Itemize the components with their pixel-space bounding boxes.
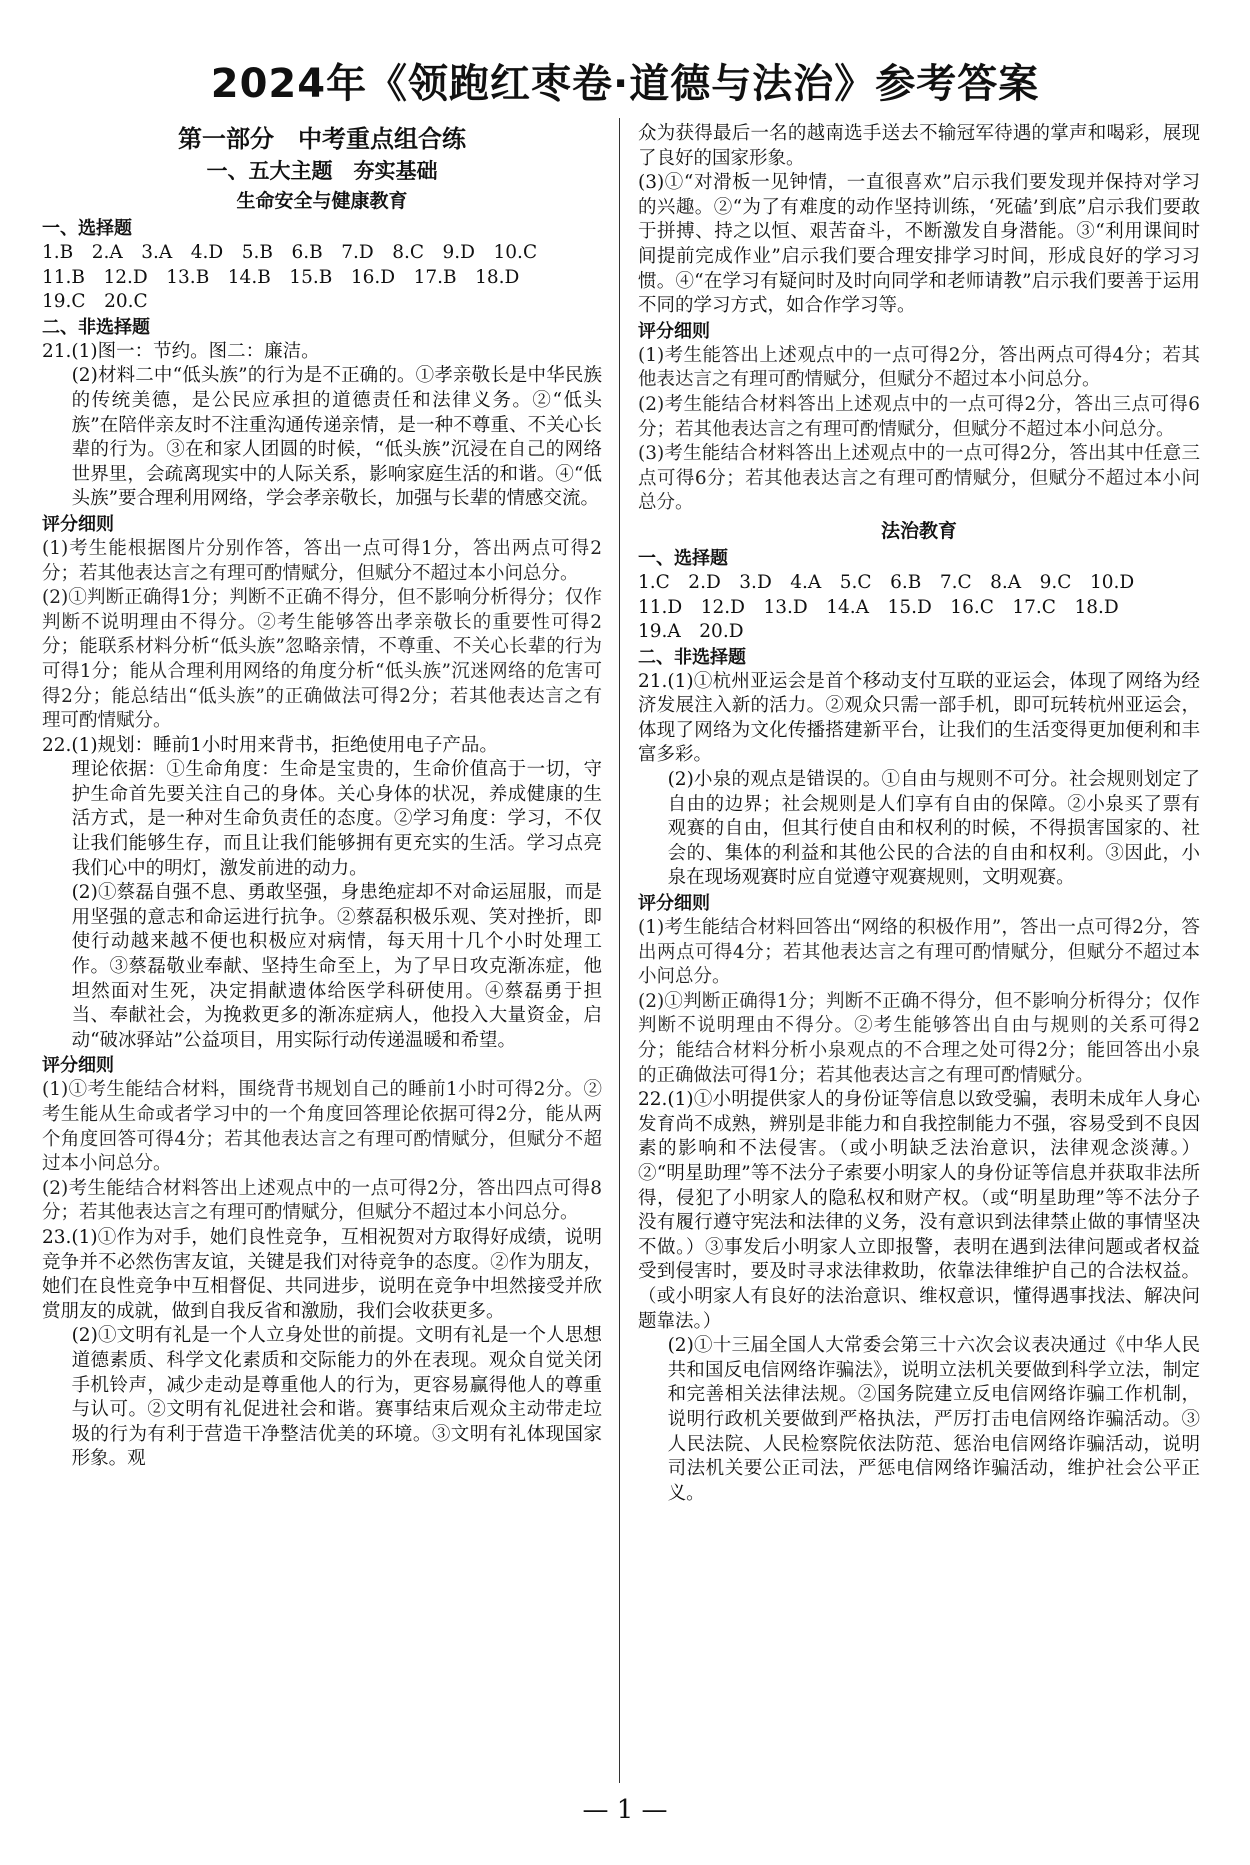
scoring-paragraph: (2)考生能结合材料答出上述观点中的一点可得2分，答出四点可得8分；若其他表达言之有理可酌情赋分，但赋分不超过本小问总分。	[42, 1177, 602, 1224]
answer-paragraph: (2)材料二中“低头族”的行为是不正确的。①孝亲敬长是中华民族的传统美德，是公民应承担的道德责任和法律义务。②“低头族”在陪伴亲友时不注重沟通传递亲情，是一种不尊重、不关心长辈的行为。③在和家人团圆的时候，“低头族”沉浸在自己的网络世界里，会疏离现实中的人际关系，影响家庭生活的和谐。④“低头族”要合理利用网络，学会孝亲敬长，加强与长辈的情感交流。	[71, 365, 602, 510]
page-title: 2024年《领跑红枣卷·道德与法治》参考答案	[210, 61, 1040, 107]
scoring-paragraph: (2)考生能结合材料答出上述观点中的一点可得2分，答出三点可得6分；若其他表达言之有理可酌情赋分，但赋分不超过本小问总分。	[638, 393, 1200, 440]
choice-answers-line: 19.C 20.C	[42, 291, 148, 313]
scoring-header: 评分细则	[42, 513, 114, 535]
scoring-paragraph: (2)①判断正确得1分；判断不正确不得分，但不影响分析得分；仅作判断不说明理由不得分。②考生能够答出自由与规则的关系可得2分；能结合材料分析小泉观点的不合理之处可得2分；能回答出小泉的正确做法可得1分；若其他表达言之有理可酌情赋分。	[638, 990, 1200, 1086]
answer-paragraph: (2)①文明有礼是一个人立身处世的前提。文明有礼是一个人思想道德素质、科学文化素质和交际能力的外在表现。观众自觉关闭手机铃声，减少走动是尊重他人的行为，更容易赢得他人的尊重与认可。②文明有礼促进社会和谐。赛事结束后观众主动带走垃圾的行为有利于营造干净整洁优美的环境。③文明有礼体现国家形象。观	[71, 1325, 602, 1470]
choice-header: 一、选择题	[638, 547, 728, 569]
scoring-paragraph: (1)考生能结合材料回答出“网络的积极作用”，答出一点可得2分，答出两点可得4分；若其他表达言之有理可酌情赋分，但赋分不超过本小问总分。	[638, 917, 1200, 988]
part-title: 第一部分 中考重点组合练	[178, 125, 466, 153]
nonchoice-header: 二、非选择题	[638, 646, 746, 668]
choice-answers-line: 11.D 12.D 13.D 14.A 15.D 16.C 17.C 18.D	[638, 596, 1119, 618]
answer-paragraph: 理论依据：①生命角度：生命是宝贵的，生命价值高于一切，守护生命首先要关注自己的身体。关心身体的状况，养成健康的生活方式，是一种对生命负责任的态度。②学习角度：学习，不仅让我们能够生存，而且让我们能够拥有更充实的生活。学习点亮我们心中的明灯，激发前进的动力。	[71, 759, 602, 879]
answer-paragraph: (2)小泉的观点是错误的。①自由与规则不可分。社会规则划定了自由的边界；社会规则是人们享有自由的保障。②小泉买了票有观赛的自由，但其行使自由和权利的时候，不得损害国家的、社会的、集体的利益和其他公民的合法的自由和权利。③因此，小泉在现场观赛时应自觉遵守观赛规则，文明观赛。	[667, 769, 1200, 889]
choice-answers-line: 1.C 2.D 3.D 4.A 5.C 6.B 7.C 8.A 9.C 10.D	[638, 571, 1135, 593]
nonchoice-header: 二、非选择题	[42, 316, 150, 338]
topic-title: 法治教育	[880, 519, 957, 542]
choice-header: 一、选择题	[42, 218, 132, 239]
topic-title: 生命安全与健康教育	[236, 190, 408, 212]
answer-paragraph: 21.(1)图一：节约。图二：廉洁。	[42, 340, 320, 362]
answer-paragraph: 22.(1)规划：睡前1小时用来背书，拒绝使用电子产品。	[42, 734, 498, 756]
scoring-paragraph: (3)考生能结合材料答出上述观点中的一点可得2分，答出其中任意三点可得6分；若其他表达言之有理可酌情赋分，但赋分不超过本小问总分。	[638, 443, 1200, 514]
answer-paragraph: 22.(1)①小明提供家人的身份证等信息以致受骗，表明未成年人身心发育尚不成熟，辨别是非能力和自我控制能力不强，容易受到不良因素的影响和不法侵害。（或小明缺乏法治意识，法律观念淡薄。）②“明星助理”等不法分子索要小明家人的身份证等信息并获取非法所得，侵犯了小明家人的隐私权和财产权。（或“明星助理”等不法分子没有履行遵守宪法和法律的义务，没有意识到法律禁止做的事情坚决不做。）③事发后小明家人立即报警，表明在遇到法律问题或者权益受到侵害时，要及时寻求法律救助，依靠法律维护自己的合法权益。（或小明家人有良好的法治意识、维权意识，懂得遇事找法、解决问题靠法。）	[638, 1089, 1200, 1332]
page-number: — 1 —	[582, 1795, 668, 1825]
scoring-paragraph: (1)①考生能结合材料，围绕背书规划自己的睡前1小时可得2分。②考生能从生命或者学习中的一个角度回答理论依据可得2分，能从两个角度回答可得4分；若其他表达言之有理可酌情赋分，但赋分不超过本小问总分。	[42, 1079, 602, 1175]
scoring-header: 评分细则	[42, 1055, 114, 1077]
column-divider	[619, 118, 620, 1783]
choice-answers-line: 11.B 12.D 13.B 14.B 15.B 16.D 17.B 18.D	[42, 266, 520, 288]
choice-answers-line: 1.B 2.A 3.A 4.D 5.B 6.B 7.D 8.C 9.D 10.C	[42, 242, 538, 263]
scoring-paragraph: (2)①判断正确得1分；判断不正确不得分，但不影响分析得分；仅作判断不说明理由不得分。②考生能够答出孝亲敬长的重要性可得2分；能联系材料分析“低头族”忽略亲情，不尊重、不关心长辈的行为可得1分；能从合理利用网络的角度分析“低头族”沉迷网络的危害可得2分；能总结出“低头族”的正确做法可得2分；若其他表达言之有理可酌情赋分。	[42, 587, 602, 732]
scoring-paragraph: (1)考生能答出上述观点中的一点可得2分，答出两点可得4分；若其他表达言之有理可酌情赋分，但赋分不超过本小问总分。	[638, 344, 1200, 391]
answer-paragraph: (2)①十三届全国人大常委会第三十六次会议表决通过《中华人民共和国反电信网络诈骗法》，说明立法机关要做到科学立法，制定和完善相关法律法规。②国务院建立反电信网络诈骗工作机制，说明行政机关要做到严格执法，严厉打击电信网络诈骗活动。③人民法院、人民检察院依法防范、惩治电信网络诈骗活动，说明司法机关要公正司法，严惩电信网络诈骗活动，维护社会公平正义。	[667, 1335, 1200, 1504]
choice-answers-line: 19.A 20.D	[638, 621, 744, 643]
left-column	[42, 122, 602, 1472]
answer-paragraph: 23.(1)①作为对手，她们良性竞争，互相祝贺对方取得好成绩，说明竞争并不必然伤害友谊，关键是我们对待竞争的态度。②作为朋友，她们在良性竞争中互相督促、共同进步，说明在竞争中坦然接受并欣赏朋友的成就，做到自我反省和激励，我们会收获更多。	[42, 1226, 602, 1322]
answer-paragraph: (2)①蔡磊自强不息、勇敢坚强，身患绝症却不对命运屈服，而是用坚强的意志和命运进行抗争。②蔡磊积极乐观、笑对挫折，即使行动越来越不便也积极应对病情，每天用十几个小时处理工作。③蔡磊敬业奉献、坚持生命至上，为了早日攻克渐冻症，他坦然面对生死，决定捐献遗体给医学科研使用。④蔡磊勇于担当、奉献社会，为挽救更多的渐冻症病人，他投入大量资金，启动“破冰驿站”公益项目，用实际行动传递温暖和希望。	[71, 882, 602, 1051]
scoring-paragraph: (1)考生能根据图片分别作答，答出一点可得1分，答出两点可得2分；若其他表达言之有理可酌情赋分，但赋分不超过本小问总分。	[42, 537, 602, 584]
scoring-header: 评分细则	[638, 893, 710, 915]
scoring-header: 评分细则	[638, 320, 710, 342]
answer-paragraph: (3)①“对滑板一见钟情，一直很喜欢”启示我们要发现并保持对学习的兴趣。②“为了有难度的动作坚持训练，‘死磕’到底”启示我们要敢于拼搏、持之以恒、艰苦奋斗，不断激发自身潜能。③“利用课间时间提前完成作业”启示我们要合理安排学习时间，形成良好的学习习惯。④“在学习有疑问时及时向同学和老师请教”启示我们要善于运用不同的学习方式，如合作学习等。	[638, 172, 1200, 317]
section-title: 一、五大主题 夯实基础	[206, 159, 438, 183]
answer-paragraph: 21.(1)①杭州亚运会是首个移动支付互联的亚运会，体现了网络为经济发展注入新的活力。②观众只需一部手机，即可玩转杭州亚运会，体现了网络为文化传播搭建新平台，让我们的生活变得更加便利和丰富多彩。	[638, 670, 1200, 766]
answer-paragraph: 众为获得最后一名的越南选手送去不输冠军待遇的掌声和喝彩，展现了良好的国家形象。	[638, 123, 1200, 169]
right-column	[638, 122, 1200, 1506]
